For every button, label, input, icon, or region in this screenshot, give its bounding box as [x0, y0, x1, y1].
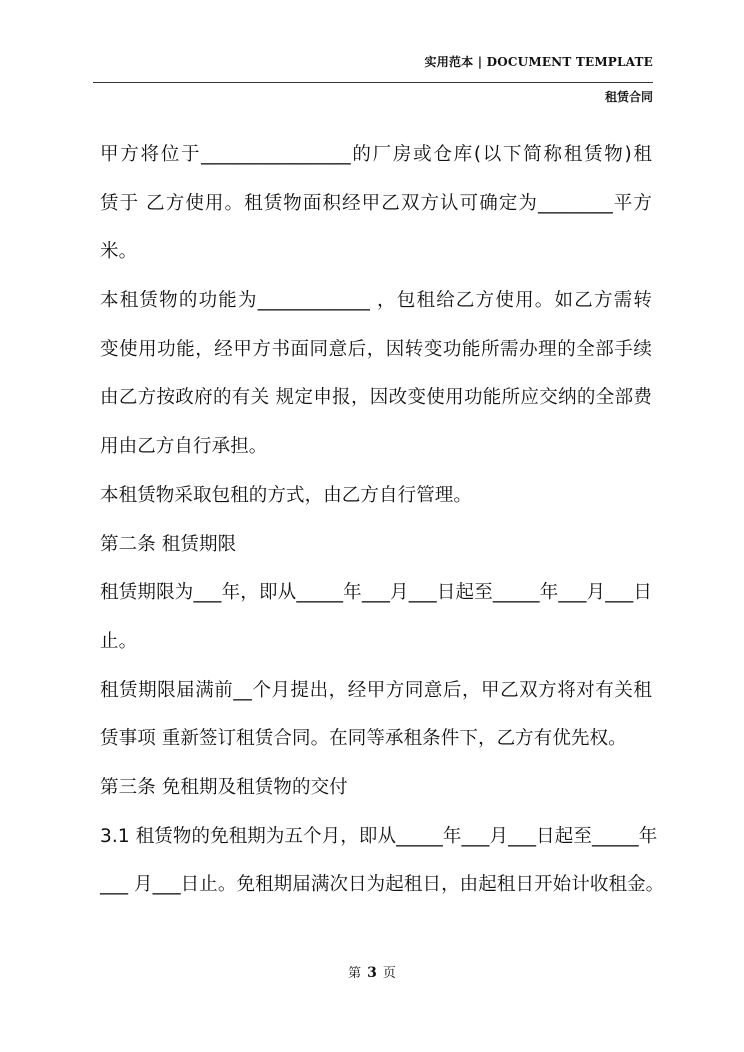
page-footer — [0, 962, 744, 981]
body-line: 租赁期限届满前__个月提出，经甲方同意后，甲乙双方将对有关租 — [100, 679, 652, 701]
section-heading: 第三条 免租期及租赁物的交付 — [100, 776, 348, 798]
body-line: 甲方将位于________________的厂房或仓库(以下简称租赁物)租 — [100, 144, 652, 165]
body-line: ___ 月___日止。免租期届满次日为起租日，由起租日开始计收租金。 — [100, 874, 665, 896]
body-line: 赁于 乙方使用。租赁物面积经甲乙双方认可确定为________平方 — [100, 192, 652, 214]
page-header — [0, 0, 744, 110]
header-title: 实用范本 | DOCUMENT TEMPLATE — [424, 55, 653, 69]
body-line: 本租赁物的功能为____________ ，包租给乙方使用。如乙方需转 — [100, 290, 652, 312]
page-number: 3 — [367, 965, 377, 981]
body-line: 米。 — [100, 241, 138, 263]
page-number-prefix: 第 — [348, 966, 362, 981]
document-body — [100, 131, 665, 910]
body-line: 变使用功能，经甲方书面同意后，因转变功能所需办理的全部手续 — [100, 338, 652, 360]
body-line: 租赁期限为___年，即从_____年___月___日起至_____年___月___日 — [100, 582, 652, 604]
header-subtitle: 租赁合同 — [604, 90, 653, 104]
body-line: 赁事项 重新签订租赁合同。在同等承租条件下，乙方有优先权。 — [100, 728, 627, 750]
body-line: 由乙方按政府的有关 规定申报，因改变使用功能所应交纳的全部费 — [100, 387, 652, 409]
page-number-suffix: 页 — [382, 966, 396, 981]
body-line: 3.1 租赁物的免租期为五个月，即从_____年___月___日起至_____年 — [100, 825, 658, 847]
body-line: 用由乙方自行承担。 — [100, 436, 268, 458]
body-line: 止。 — [100, 630, 138, 652]
section-heading: 第二条 租赁期限 — [100, 533, 237, 555]
body-line: 本租赁物采取包租的方式，由乙方自行管理。 — [100, 484, 473, 506]
header-divider — [93, 82, 653, 83]
